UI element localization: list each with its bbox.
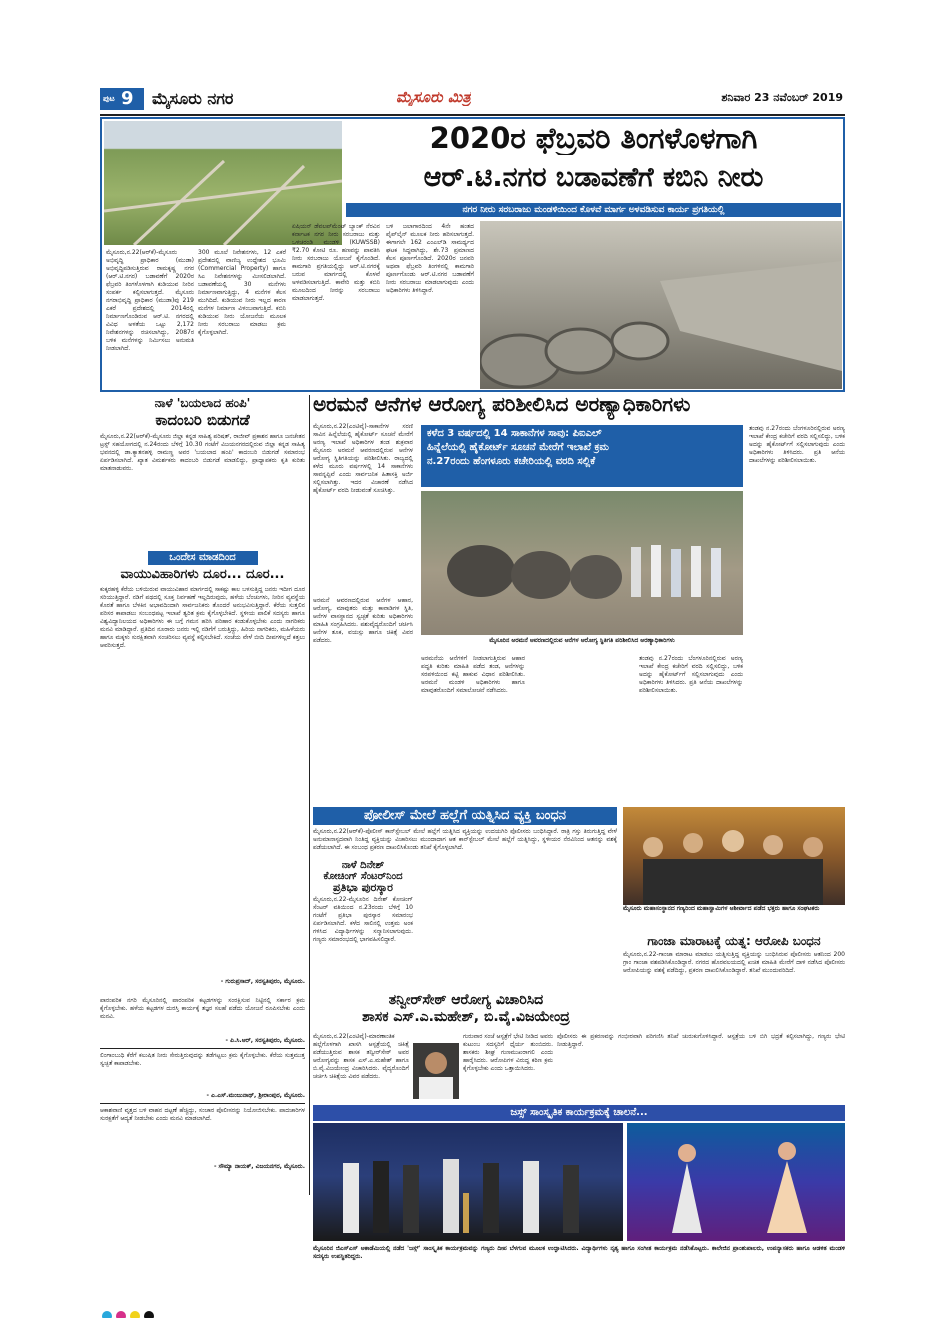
felicitation-story: [623, 807, 845, 931]
coaching-story: [313, 860, 413, 988]
once-upon-text: ಕುಕ್ಕರಹಳ್ಳಿ ಕೆರೆಯ ಬಳಿಯಿರುವ ವಾಯುವಿಹಾರ ಮಾರ್ಗದಲ್ಲಿ ಸಾಕಷ್ಟು ಕಾಲ ಬಳಸುತ್ತಿದ್ದ ಜನರು ಇದೀಗ ದೂರ ಸರಿಯುತ್ತಿದ್ದಾರೆ. ನಡಿಗೆ ಪಥದಲ್ಲಿ ಸೂಕ್ತ ನಿರ್ವಹಣೆ ಇಲ್ಲದಿರುವುದು, ಹಳೆಯ ಬೆಂಚುಗಳು, ನೀರಿನ ವ್ಯವಸ್ಥೆಯ ಕೊರತೆ ಹಾಗೂ ಬೆಳಕಿನ ಅಭಾವದಿಂದಾಗಿ ಸಾರ್ವಜನಿಕರು ತೊಂದರೆ ಅನುಭವಿಸುತ್ತಿದ್ದಾರೆ. ಕೆರೆಯ ಸುತ್ತಲಿನ ಪರಿಸರ ಕಾಪಾಡಲು ಸಂಬಂಧಪಟ್ಟ ಇಲಾಖೆ ತ್ವರಿತ ಕ್ರಮ ಕೈಗೊಳ್ಳಬೇಕಿದೆ. ಸ್ಥಳೀಯ ಪಾಲಿಕೆ ಸದಸ್ಯರು ಹಾಗೂ ವಿಶ್ವವಿದ್ಯಾನಿಲಯದ ಅಧಿಕಾರಿಗಳು ಈ ಬಗ್ಗೆ ಗಮನ ಹರಿಸಿ ಪರಿಹಾರ ಕಂಡುಕೊಳ್ಳಬೇಕು ಎಂದು ನಾಗರಿಕರು ಮನವಿ ಮಾಡಿದ್ದಾರೆ. ಪ್ರತಿದಿನ ನೂರಾರು ಜನರು ಇಲ್ಲಿ ನಡಿಗೆಗೆ ಬರುತ್ತಿದ್ದು, ಹಿರಿಯ ನಾಗರಿಕರು, ಮಹಿಳೆಯರು ಹಾಗೂ ಮಕ್ಕಳು ಸುರಕ್ಷಿತವಾಗಿ ಸಂಚರಿಸಲು ವ್ಯವಸ್ಥೆ ಕಲ್ಪಿಸಬೇಕಿದೆ. ಸಂಜೆಯ ವೇಳೆ ಬೀದಿ ದೀಪಗಳಿಲ್ಲದೆ ಕತ್ತಲು ಆವರಿಸುತ್ತದೆ.: [100, 586, 305, 650]
lead-subhead: ನಗರ ನೀರು ಸರಬರಾಜು ಮಂಡಳಿಯಿಂದ ಕೊಳವೆ ಮಾರ್ಗ ಅಳವಡಿಸುವ ಕಾರ್ಯ ಪ್ರಗತಿಯಲ್ಲಿ: [346, 203, 841, 217]
cyan-dot: [102, 1311, 112, 1318]
once-upon-headline: ವಾಯುವಿಹಾರಿಗಳು ದೂರ... ದೂರ...: [120, 567, 285, 582]
letters-divider-2: [100, 1103, 305, 1104]
coaching-kicker: ನಾಳೆ ದಿನೇಶ್: [341, 860, 385, 871]
bullet-1-line-a: ಕಳೆದ 3 ವರ್ಷದಲ್ಲಿ 14 ಸಾಕಾನೆಗಳ ಸಾವು: ಪಿಐಎಲ್: [427, 428, 602, 439]
lead-text-col-4: ಬಳಿ ಜಲಾಗಾರದಿಂದ 4ನೇ ಹಂತದ ಪೈಪ್‌ಲೈನ್ ಮೂಲಕ ನೀರು ಹರಿಸಲಾಗುತ್ತದೆ. ಈಗಾಗಲೇ 162 ಎಂಎಲ್‌ಡಿ ಸಾಮರ್ಥ್ಯದ ಘಟಕ ಸಿದ್ಧವಾಗಿದ್ದು, ಶೇ.73 ಪ್ರಮಾಣದ ಕೆಲಸ ಪೂರ್ಣಗೊಂಡಿದೆ. 2020ರ ಜನವರಿ ಅಥವಾ ಫೆಬ್ರವರಿ ತಿಂಗಳಿನಲ್ಲಿ ಕಾಮಗಾರಿ ಪೂರ್ಣಗೊಂಡು ಆರ್.ಟಿ.ನಗರ ಬಡಾವಣೆಗೆ ನೀರು ಸರಬರಾಜು ಮಾಡಲಾಗುವುದು ಎಂದು ಅಧಿಕಾರಿಗಳು ತಿಳಿಸಿದ್ದಾರೆ.: [386, 223, 474, 294]
letter-3-signature: - ಸೌಮ್ಯಾ ನಾಯಕ್, ವಿಜಯನಗರ, ಮೈಸೂರು.: [213, 1163, 305, 1170]
pipes-graphic: [480, 221, 842, 389]
dignitaries-graphic: [313, 1123, 623, 1241]
magenta-dot: [116, 1311, 126, 1318]
coaching-headline-2: ಪ್ರತಿಭಾ ಪುರಸ್ಕಾರ: [333, 881, 393, 894]
letters-column: [100, 997, 305, 1195]
elephant-headline: ಅರಮನೆ ಆನೆಗಳ ಆರೋಗ್ಯ ಪರಿಶೀಲಿಸಿದ ಅರಣ್ಯಾಧಿಕಾರಿಗಳು: [313, 393, 691, 416]
tanveer-text-2: ಗುರುವಾರ ಸಂಜೆ ಆಸ್ಪತ್ರೆಗೆ ಭೇಟಿ ನೀಡಿದ ಅವರು ಕುಟುಂಬ ಸದಸ್ಯರಿಗೆ ಧೈರ್ಯ ತುಂಬಿದರು. ಶಾಸಕರು ಶೀಘ್ರ ಗುಣಮುಖರಾಗಲಿ ಎಂದು ಹಾರೈಸಿದರು. ಆರೋಪಿಗಳ ವಿರುದ್ಧ ಕಠಿಣ ಕ್ರಮ ಕೈಗೊಳ್ಳಬೇಕು ಎಂದು ಒತ್ತಾಯಿಸಿದರು.: [463, 1033, 553, 1072]
dancer-graphic: [627, 1123, 845, 1241]
page-label: ಪುಟ: [103, 94, 115, 103]
tanveer-text-3: ಪೊಲೀಸರು ಈ ಪ್ರಕರಣವನ್ನು ಗಂಭೀರವಾಗಿ ಪರಿಗಣಿಸಿ ತನಿಖೆ ಚುರುಕುಗೊಳಿಸಿದ್ದಾರೆ. ಆಸ್ಪತ್ರೆಯ ಬಳಿ ಬಿಗಿ ಭದ್ರತೆ ಕಲ್ಪಿಸಲಾಗಿದ್ದು, ಗಣ್ಯರು ಭೇಟಿ ನೀಡುತ್ತಿದ್ದಾರೆ.: [557, 1033, 845, 1048]
ganja-headline: ಗಾಂಜಾ ಮಾರಾಟಕ್ಕೆ ಯತ್ನ: ಆರೋಪಿ ಬಂಧನ: [647, 935, 821, 948]
lead-headline-2: ಆರ್.ಟಿ.ನಗರ ಬಡಾವಣೆಗೆ ಕಬಿನಿ ನೀರು: [423, 163, 764, 193]
letters-divider-1: [100, 1048, 305, 1049]
hampi-headline: ಕಾದಂಬರಿ ಬಿಡುಗಡೆ: [155, 411, 250, 430]
tanveer-portrait: [413, 1043, 459, 1099]
elephant-bullets: [421, 425, 743, 487]
culture-caption: ಮೈಸೂರಿನ ಜಿಎಸ್‌ಎಸ್ ಅಕಾಡೆಮಿಯಲ್ಲಿ ನಡೆದ 'ಜಸ್ಸ್' ಸಾಂಸ್ಕೃತಿಕ ಕಾರ್ಯಕ್ರಮವನ್ನು ಗಣ್ಯರು ದೀಪ ಬೆಳಗುವ ಮೂಲಕ ಉದ್ಘಾಟಿಸಿದರು. ವಿದ್ಯಾರ್ಥಿಗಳು ನೃತ್ಯ ಹಾಗೂ ಸಂಗೀತ ಕಾರ್ಯಕ್ರಮ ನಡೆಸಿಕೊಟ್ಟರು. ಕಾಲೇಜಿನ ಪ್ರಾಂಶುಪಾಲರು, ಉಪನ್ಯಾಸಕರು ಹಾಗೂ ಆಡಳಿತ ಮಂಡಳಿ ಸದಸ್ಯರು ಉಪಸ್ಥಿತರಿದ್ದರು.: [313, 1245, 845, 1260]
elephant-col-3: ಅರಮನೆಯ ಆನೆಗಳಿಗೆ ನೀಡಲಾಗುತ್ತಿರುವ ಆಹಾರ ಪದ್ಧತಿ ಕುರಿತು ಮಾಹಿತಿ ಪಡೆದ ತಂಡ, ಆನೆಗಳನ್ನು ಸರಪಳಿಯಿಂದ ಕಟ್ಟಿ ಹಾಕುವ ವಿಧಾನ ಪರಿಶೀಲಿಸಿತು. ಅರಮನೆ ಮಂಡಳಿ ಅಧಿಕಾರಿಗಳು ಹಾಗೂ ಮಾವುತರೊಂದಿಗೆ ಸಮಾಲೋಚನೆ ನಡೆಸಿದರು.: [421, 655, 525, 694]
letter-2-signature: - ಎ.ಎಸ್.ಮಂಜುನಾಥ್, ಶ್ರೀರಾಂಪುರ, ಮೈಸೂರು.: [206, 1092, 305, 1099]
masthead-logo: ಮೈಸೂರು ಮಿತ್ರ: [396, 88, 471, 106]
culture-banner-text: ಜಸ್ಸ್ ಸಾಂಸ್ಕೃತಿಕ ಕಾರ್ಯಕ್ರಮಕ್ಕೆ ಚಾಲನೆ...: [510, 1107, 648, 1118]
tanveer-headline-2: ಶಾಸಕ ಎಸ್.ಎ.ಮಹೇಶ್, ಬಿ.ವೈ.ವಿಜಯೇಂದ್ರ: [362, 1009, 570, 1026]
letter-1-signature: - ಪಿ.ಸಿ.ಆರ್, ಸರಸ್ವತಿಪುರಂ, ಮೈಸೂರು.: [225, 1037, 305, 1044]
yellow-dot: [130, 1311, 140, 1318]
section-name: ಮೈಸೂರು ನಗರ: [152, 89, 234, 108]
masthead: [100, 85, 845, 113]
hampi-kicker: ನಾಳೆ 'ಬಯಲಾದ ಹಂಪಿ': [154, 397, 251, 410]
elephant-col-5: ತಂಡವು ನ.27ರಂದು ಬೆಂಗಳೂರಿನಲ್ಲಿರುವ ಅರಣ್ಯ ಇಲಾಖೆ ಕೇಂದ್ರ ಕಚೇರಿಗೆ ವರದಿ ಸಲ್ಲಿಸಲಿದ್ದು, ಬಳಿಕ ಅದನ್ನು ಹೈಕೋರ್ಟ್‌ಗೆ ಸಲ್ಲಿಸಲಾಗುವುದು ಎಂದು ಅಧಿಕಾರಿಗಳು ತಿಳಿಸಿದರು. ಪ್ರತಿ ಆನೆಯ ದಾಖಲೆಗಳನ್ನು ಪರಿಶೀಲಿಸಲಾಯಿತು.: [749, 425, 845, 464]
culture-banner: [313, 1105, 845, 1121]
felicitation-photo: [623, 807, 845, 905]
letter-1-text: ಪಾರಂಪರಿಕ ನಗರಿ ಮೈಸೂರಿನಲ್ಲಿ ಪಾರಂಪರಿಕ ಕಟ್ಟಡಗಳನ್ನು ಸಂರಕ್ಷಿಸುವ ನಿಟ್ಟಿನಲ್ಲಿ ಸರ್ಕಾರ ಕ್ರಮ ಕೈಗೊಳ್ಳಬೇಕು. ಹಳೆಯ ಕಟ್ಟಡಗಳ ದುರಸ್ತಿ ಕಾರ್ಯಕ್ಕೆ ತಜ್ಞರ ಸಲಹೆ ಪಡೆದು ಯೋಜನೆ ರೂಪಿಸಬೇಕು ಎಂದು ಮನವಿ.: [100, 997, 305, 1020]
coaching-headline-1: ಕೋಚಿಂಗ್ ಸೆಂಟರ್‌ನಿಂದ: [323, 871, 403, 882]
elephant-col-2: ಅರಮನೆ ಆವರಣದಲ್ಲಿರುವ ಆನೆಗಳ ಆಹಾರ, ಆರೋಗ್ಯ, ಮಾವುತರು ಮತ್ತು ಕಾವಾಡಿಗಳ ಸ್ಥಿತಿ, ಆನೆಗಳ ವಾಸಸ್ಥಾನದ ಸ್ವಚ್ಛತೆ ಕುರಿತು ಅಧಿಕಾರಿಗಳು ಮಾಹಿತಿ ಸಂಗ್ರಹಿಸಿದರು. ಪಶುವೈದ್ಯರೊಂದಿಗೆ ಚರ್ಚಿಸಿ ಆನೆಗಳ ತೂಕ, ವಯಸ್ಸು ಹಾಗೂ ಚಿಕಿತ್ಸೆ ವಿವರ ಪಡೆದರು.: [313, 597, 413, 644]
letter-2-text: ಲಿಂಗಾಂಬುಧಿ ಕೆರೆಗೆ ಕಲುಷಿತ ನೀರು ಸೇರುತ್ತಿರುವುದನ್ನು ತಡೆಗಟ್ಟಲು ಕ್ರಮ ಕೈಗೊಳ್ಳಬೇಕು. ಕೆರೆಯ ಸುತ್ತಮುತ್ತ ಸ್ವಚ್ಛತೆ ಕಾಪಾಡಬೇಕು.: [100, 1052, 305, 1067]
ganja-text: ಮೈಸೂರು,ನ.22-ಗಾಂಜಾ ಮಾರಾಟ ಮಾಡಲು ಯತ್ನಿಸುತ್ತಿದ್ದ ವ್ಯಕ್ತಿಯನ್ನು ಬಂಧಿಸಿರುವ ಪೊಲೀಸರು ಆತನಿಂದ 200 ಗ್ರಾಂ ಗಾಂಜಾ ವಶಪಡಿಸಿಕೊಂಡಿದ್ದಾರೆ. ನಗರದ ಹೊರವಲಯದಲ್ಲಿ ಖಚಿತ ಮಾಹಿತಿ ಮೇರೆಗೆ ದಾಳಿ ನಡೆಸಿದ ಪೊಲೀಸರು ಆರೋಪಿಯನ್ನು ವಶಕ್ಕೆ ಪಡೆದಿದ್ದು, ಪ್ರಕರಣ ದಾಖಲಿಸಿಕೊಂಡಿದ್ದಾರೆ. ತನಿಖೆ ಮುಂದುವರಿದಿದೆ.: [623, 951, 845, 975]
lead-text-col-2: 300 ಮೂಲೆ ನಿವೇಶನಗಳು, 12 ಎಕರೆ ಪ್ರದೇಶದಲ್ಲಿ ವಾಣಿಜ್ಯ ಉದ್ದೇಶದ ಭೂಮಿ (Commercial Property) ಹಾಗೂ ಸಿಎ ನಿವೇಶನಗಳನ್ನು ಮೀಸಲಿಡಲಾಗಿದೆ. ಬಡಾವಣೆಯಲ್ಲಿ 30 ಮನೆಗಳು ನಿರ್ಮಾಣವಾಗುತ್ತಿದ್ದು, 4 ಮನೆಗಳ ಕೆಲಸ ಮುಗಿದಿದೆ. ಕುಡಿಯುವ ನೀರು ಇಲ್ಲದ ಕಾರಣ ಮನೆಗಳ ನಿರ್ಮಾಣ ವಿಳಂಬವಾಗುತ್ತಿದೆ. ಕಬಿನಿ ಕುಡಿಯುವ ನೀರು ಯೋಜನೆಯ ಮೂಲಕ ನೀರು ಸರಬರಾಜು ಮಾಡಲು ಕ್ರಮ ಕೈಗೊಳ್ಳಲಾಗಿದೆ.: [198, 249, 286, 336]
black-dot: [144, 1311, 154, 1318]
elephant-col-4: ತಂಡವು ನ.27ರಂದು ಬೆಂಗಳೂರಿನಲ್ಲಿರುವ ಅರಣ್ಯ ಇಲಾಖೆ ಕೇಂದ್ರ ಕಚೇರಿಗೆ ವರದಿ ಸಲ್ಲಿಸಲಿದ್ದು, ಬಳಿಕ ಅದನ್ನು ಹೈಕೋರ್ಟ್‌ಗೆ ಸಲ್ಲಿಸಲಾಗುವುದು ಎಂದು ಅಧಿಕಾರಿಗಳು ತಿಳಿಸಿದರು. ಪ್ರತಿ ಆನೆಯ ದಾಖಲೆಗಳನ್ನು ಪರಿಶೀಲಿಸಲಾಯಿತು.: [639, 655, 743, 694]
police-headline: ಪೋಲೀಸ್ ಮೇಲೆ ಹಲ್ಲೆಗೆ ಯತ್ನಿಸಿದ ವ್ಯಕ್ತಿ ಬಂಧನ: [313, 807, 617, 825]
hampi-text: ಮೈಸೂರು,ನ.22(ಆರ್‌ಕೆ)-ಮೈಸೂರು ಜಿಲ್ಲಾ ಕನ್ನಡ ಸಾಹಿತ್ಯ ಪರಿಷತ್, ರಾಜೀವ್ ಪ್ರಕಾಶನ ಹಾಗೂ ಜನಚೇತನ ಟ್ರಸ್ಟ್ ಸಹಯೋಗದಲ್ಲಿ ನ.24ರಂದು ಬೆಳಿಗ್ಗೆ 10.30 ಗಂಟೆಗೆ ವಿಜಯನಗರದಲ್ಲಿರುವ ಜಿಲ್ಲಾ ಕನ್ನಡ ಸಾಹಿತ್ಯ ಭವನದಲ್ಲಿ ಡಾ.ಕ್ಯಾತನಹಳ್ಳಿ ರಾಮಣ್ಣ ಅವರ 'ಬಯಲಾದ ಹಂಪಿ' ಕಾದಂಬರಿ ಬಿಡುಗಡೆ ಸಮಾರಂಭ ಏರ್ಪಡಿಸಲಾಗಿದೆ. ಖ್ಯಾತ ವಿಮರ್ಶಕರು ಕಾದಂಬರಿ ಬಿಡುಗಡೆ ಮಾಡಲಿದ್ದು, ಪ್ರಾಧ್ಯಾಪಕರು ಕೃತಿ ಕುರಿತು ಮಾತನಾಡುವರು.: [100, 432, 305, 472]
page-number-box: [100, 88, 144, 110]
left-column-rule: [309, 395, 310, 1195]
elephant-caption: ಮೈಸೂರಿನ ಅರಮನೆ ಆವರಣದಲ್ಲಿರುವ ಆನೆಗಳ ಆರೋಗ್ಯ ಸ್ಥಿತಿಗತಿ ಪರಿಶೀಲಿಸಿದ ಅರಣ್ಯಾಧಿಕಾರಿಗಳು: [489, 637, 675, 644]
tanveer-headline-1: ತನ್ವೀರ್‌ಸೇಠ್ ಆರೋಗ್ಯ ವಿಚಾರಿಸಿದ: [388, 993, 544, 1008]
lead-text-col-3: ಏಷಿಯನ್ ಡೆವಲಪ್‌ಮೆಂಟ್ ಬ್ಯಾಂಕ್ ನೆರವಿನ ಕರ್ನಾಟಕ ನಗರ ನೀರು ಸರಬರಾಜು ಮತ್ತು ಒಳಚರಂಡಿ ಮಂಡಳಿ (KUWSSB) ₹2.70 ಕೋಟಿ ರೂ. ಹಣವನ್ನು ಪಾವತಿಸಿ ನೀರು ಸರಬರಾಜು ಯೋಜನೆ ಕೈಗೊಂಡಿದೆ. ಕಾಮಗಾರಿ ಪ್ರಗತಿಯಲ್ಲಿದ್ದು ಆರ್.ಟಿ.ನಗರಕ್ಕೆ ಬರುವ ಮಾರ್ಗದಲ್ಲಿ ಕೊಳವೆ ಅಳವಡಿಸಲಾಗುತ್ತಿದೆ. ಕಾವೇರಿ ಮತ್ತು ಕಬಿನಿ ಮೂಲದಿಂದ ನೀರನ್ನು ಸರಬರಾಜು ಮಾಡಲಾಗುತ್ತದೆ.: [292, 223, 380, 302]
once-upon-tag: ಒಂದೇಸ ಮಾಡದಿಂದ: [148, 551, 258, 565]
page-number: 9: [121, 88, 134, 109]
group-graphic: [623, 807, 845, 905]
police-text: ಮೈಸೂರು,ನ.22(ಆರ್‌ಕೆ)-ಪೊಲೀಸ್ ಕಾನ್‌ಸ್ಟೇಬಲ್ ಮೇಲೆ ಹಲ್ಲೆಗೆ ಯತ್ನಿಸಿದ ವ್ಯಕ್ತಿಯನ್ನು ಉದಯಗಿರಿ ಪೊಲೀಸರು ಬಂಧಿಸಿದ್ದಾರೆ. ರಾತ್ರಿ ಗಸ್ತು ತಿರುಗುತ್ತಿದ್ದ ವೇಳೆ ಅನುಮಾನಾಸ್ಪದವಾಗಿ ನಿಂತಿದ್ದ ವ್ಯಕ್ತಿಯನ್ನು ವಿಚಾರಿಸಲು ಮುಂದಾದಾಗ ಆತ ಕಾನ್‌ಸ್ಟೇಬಲ್ ಮೇಲೆ ಹಲ್ಲೆಗೆ ಯತ್ನಿಸಿದ್ದು, ಸ್ಥಳೀಯರ ನೆರವಿನಿಂದ ಆತನನ್ನು ವಶಕ್ಕೆ ಪಡೆಯಲಾಗಿದೆ. ಈ ಸಂಬಂಧ ಪ್ರಕರಣ ದಾಖಲಿಸಿಕೊಂಡು ತನಿಖೆ ಕೈಗೊಳ್ಳಲಾಗಿದೆ.: [313, 828, 617, 852]
tanveer-text-1: ಮೈಸೂರು,ನ.22(ಎಂಟಿವೈ)-ಮಾರಣಾಂತಿಕ ಹಲ್ಲೆಗೊಳಗಾಗಿ ಖಾಸಗಿ ಆಸ್ಪತ್ರೆಯಲ್ಲಿ ಚಿಕಿತ್ಸೆ ಪಡೆಯುತ್ತಿರುವ ಶಾಸಕ ತನ್ವೀರ್‌ಸೇಠ್ ಅವರ ಆರೋಗ್ಯವನ್ನು ಶಾಸಕ ಎಸ್.ಎ.ಮಹೇಶ್ ಹಾಗೂ ಬಿ.ವೈ.ವಿಜಯೇಂದ್ರ ವಿಚಾರಿಸಿದರು. ವೈದ್ಯರೊಂದಿಗೆ ಚರ್ಚಿಸಿ ಚಿಕಿತ್ಸೆಯ ವಿವರ ಪಡೆದರು.: [313, 1033, 409, 1080]
lead-headline-1: 2020ರ ಫೆಬ್ರವರಿ ತಿಂಗಳೊಳಗಾಗಿ: [429, 123, 758, 155]
elephant-story: [313, 393, 845, 803]
water-pipes-photo: [480, 221, 842, 389]
masthead-rule: [100, 114, 845, 116]
dance-photo: [627, 1123, 845, 1241]
hampi-story: [100, 397, 305, 547]
newspaper-page: [100, 85, 845, 1295]
elephants-graphic: [421, 491, 743, 635]
coaching-text: ಮೈಸೂರು,ನ.22-ಮೈಸೂರಿನ ದಿನೇಶ್ ಕೋಚಿಂಗ್ ಸೆಂಟರ್ ವತಿಯಿಂದ ನ.23ರಂದು ಬೆಳಿಗ್ಗೆ 10 ಗಂಟೆಗೆ ಪ್ರತಿಭಾ ಪುರಸ್ಕಾರ ಸಮಾರಂಭ ಏರ್ಪಡಿಸಲಾಗಿದೆ. ಕಳೆದ ಸಾಲಿನಲ್ಲಿ ಉತ್ತಮ ಅಂಕ ಗಳಿಸಿದ ವಿದ್ಯಾರ್ಥಿಗಳನ್ನು ಸನ್ಮಾನಿಸಲಾಗುವುದು. ಗಣ್ಯರು ಸಮಾರಂಭದಲ್ಲಿ ಭಾಗವಹಿಸಲಿದ್ದಾರೆ.: [313, 896, 413, 944]
once-upon-signature: - ಗುರುಪ್ರಸಾದ್, ಸರಸ್ವತಿಪುರಂ, ಮೈಸೂರು.: [220, 978, 305, 986]
lead-story: [100, 117, 845, 392]
registration-marks-bottom: [100, 1306, 845, 1318]
bullet-2: ನ.27ರಂದು ಹೆಂಗಳೂರು ಕಚೇರಿಯಲ್ಲಿ ವರದಿ ಸಲ್ಲಿಕೆ: [427, 456, 596, 467]
elephants-photo: [421, 491, 743, 635]
elephant-col-1: ಮೈಸೂರು,ನ.22(ಎಂಟಿವೈ)-ಸಾಕಾನೆಗಳ ಸರಣಿ ಸಾವಿನ ಹಿನ್ನೆಲೆಯಲ್ಲಿ ಹೈಕೋರ್ಟ್ ಸೂಚನೆ ಮೇರೆಗೆ ಅರಣ್ಯ ಇಲಾಖೆ ಅಧಿಕಾರಿಗಳ ತಂಡ ಶುಕ್ರವಾರ ಮೈಸೂರು ಅರಮನೆ ಆವರಣದಲ್ಲಿರುವ ಆನೆಗಳ ಆರೋಗ್ಯ ಸ್ಥಿತಿಗತಿಯನ್ನು ಪರಿಶೀಲಿಸಿತು. ರಾಜ್ಯದಲ್ಲಿ ಕಳೆದ ಮೂರು ವರ್ಷಗಳಲ್ಲಿ 14 ಸಾಕಾನೆಗಳು ಸಾವನ್ನಪ್ಪಿವೆ ಎಂದು ಸಾರ್ವಜನಿಕ ಹಿತಾಸಕ್ತಿ ಅರ್ಜಿ ಸಲ್ಲಿಸಲಾಗಿತ್ತು. ಇದರ ವಿಚಾರಣೆ ನಡೆಸಿದ ಹೈಕೋರ್ಟ್ ವರದಿ ನೀಡುವಂತೆ ಸೂಚಿಸಿತ್ತು.: [313, 423, 413, 494]
portrait-graphic: [413, 1043, 459, 1099]
issue-date: ಶನಿವಾರ 23 ನವೆಂಬರ್ 2019: [721, 91, 843, 104]
once-upon-box: [100, 551, 305, 993]
lead-text-col-1: ಮೈಸೂರು,ನ.22(ಆರ್‌ಕೆ)-ಮೈಸೂರು ಅಭಿವೃದ್ಧಿ ಪ್ರಾಧಿಕಾರ (ಮುಡಾ) ಅಭಿವೃದ್ಧಿಪಡಿಸುತ್ತಿರುವ ರಾಮಕೃಷ್ಣ ನಗರ (ಆರ್.ಟಿ.ನಗರ) ಬಡಾವಣೆಗೆ 2020ರ ಫೆಬ್ರವರಿ ತಿಂಗಳೊಳಗಾಗಿ ಕುಡಿಯುವ ನೀರಿನ ಸಂಪರ್ಕ ಕಲ್ಪಿಸಲಾಗುತ್ತದೆ. ಮೈಸೂರು ನಗರಾಭಿವೃದ್ಧಿ ಪ್ರಾಧಿಕಾರ (ಮುಡಾ)ವು 219 ಎಕರೆ ಪ್ರದೇಶದಲ್ಲಿ 2014ರಲ್ಲಿ ನಿರ್ಮಾಣಗೊಂಡಿರುವ ಆರ್.ಟಿ. ನಗರದಲ್ಲಿ ವಿವಿಧ ಅಳತೆಯ ಒಟ್ಟು 2,172 ನಿವೇಶನಗಳನ್ನು ರಚಿಸಲಾಗಿದ್ದು, 2087ರ ಬಳಿಕ ಮನೆಗಳನ್ನು ನಿರ್ಮಿಸಲು ಅನುಮತಿ ನೀಡಲಾಗಿದೆ.: [106, 249, 194, 352]
felicitation-caption: ಮೈಸೂರು ಮಹಾಸಂಸ್ಥಾನದ ಗಣ್ಯರಿಂದ ಮಹಾಸ್ವಾಮಿಗಳ ಆಶೀರ್ವಾದ ಪಡೆದ ಭಕ್ತರು ಹಾಗೂ ಸಂಘಟಕರು: [623, 905, 820, 912]
bullet-1-line-b: ಹಿನ್ನೆಲೆಯಲ್ಲಿ ಹೈಕೋರ್ಟ್ ಸೂಚನೆ ಮೇರೆಗೆ ಇಲಾಖೆ ಕ್ರಮ: [427, 442, 609, 453]
lamp-lighting-photo: [313, 1123, 623, 1241]
letter-3-text: ಆಕಾಶವಾಣಿ ವೃತ್ತದ ಬಳಿ ವಾಹನ ದಟ್ಟಣೆ ಹೆಚ್ಚಿದ್ದು, ಸಂಚಾರ ಪೊಲೀಸರನ್ನು ನಿಯೋಜಿಸಬೇಕು. ಪಾದಚಾರಿಗಳ ಸುರಕ್ಷತೆಗೆ ಆದ್ಯತೆ ನೀಡಬೇಕು ಎಂದು ಮನವಿ ಮಾಡಲಾಗಿದೆ.: [100, 1107, 305, 1122]
